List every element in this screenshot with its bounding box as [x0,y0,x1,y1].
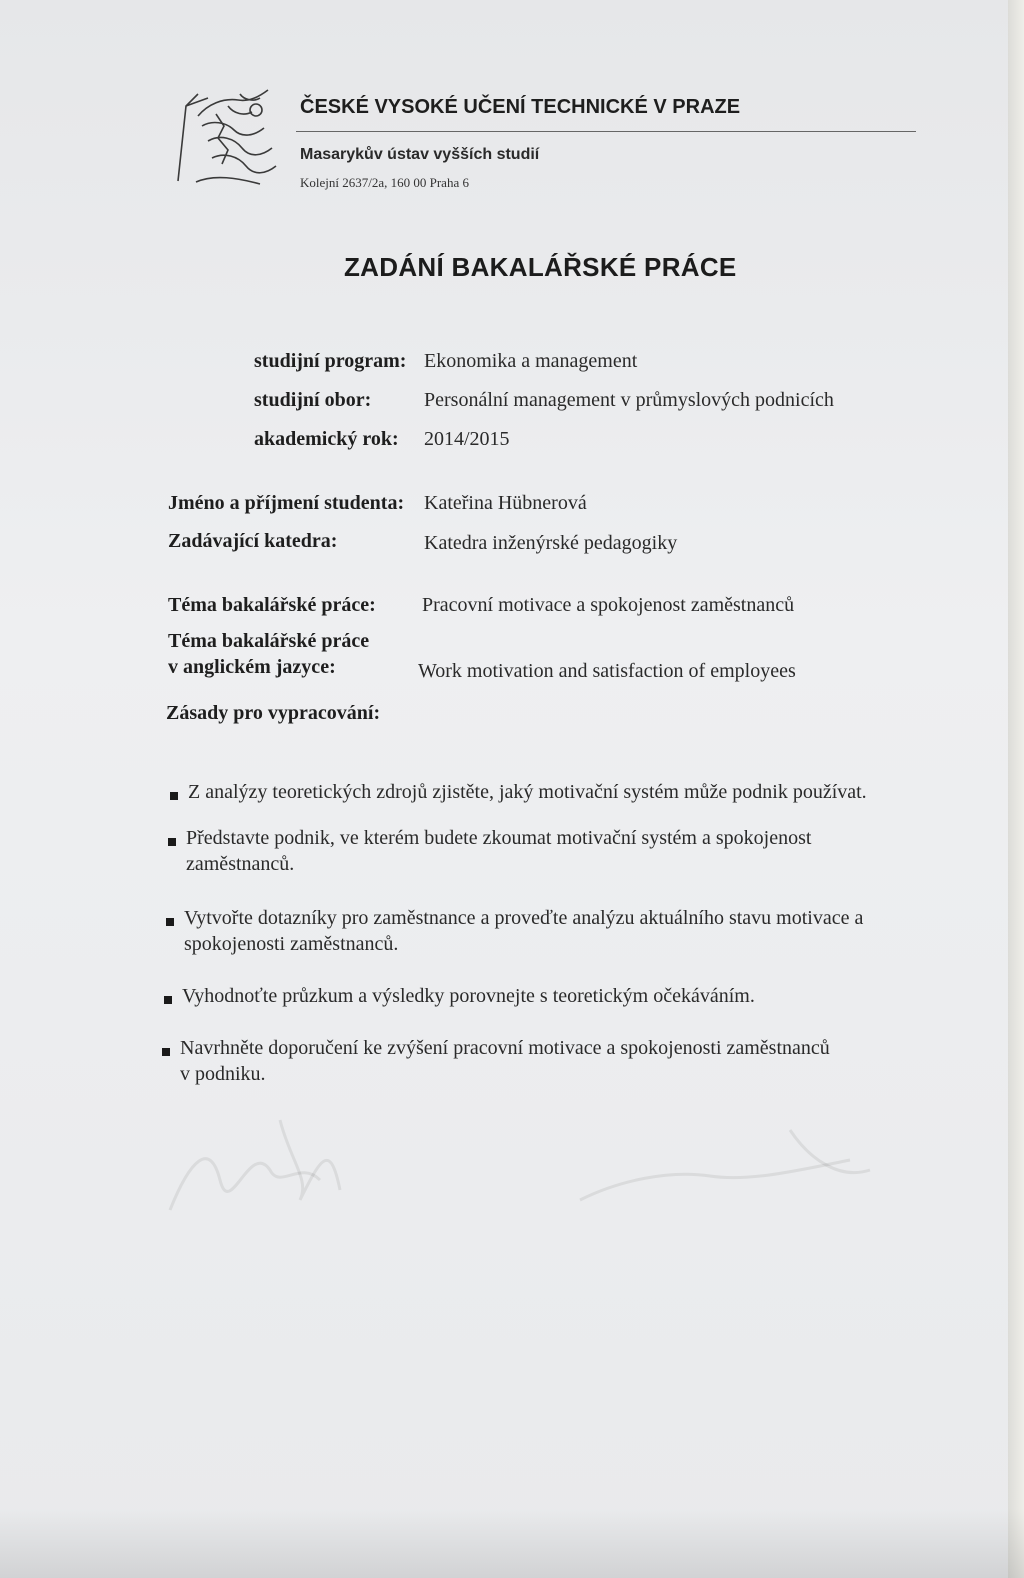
program-label: studijní program: [254,350,407,372]
topic-label: Téma bakalářské práce: [168,594,376,616]
topic-english-label-line2: v anglickém jazyce: [168,656,336,678]
cvut-lion-logo [168,86,286,190]
list-item-text: Z analýzy teoretických zdrojů zjistěte, jaký motivační systém může podnik používat. [188,781,867,803]
bullet-square-icon [162,1048,170,1056]
show-through-marks [150,1100,910,1300]
principles-label: Zásady pro vypracování: [166,702,381,724]
field-label: studijní obor: [254,389,372,411]
department-value: Katedra inženýrské pedagogiky [424,532,678,554]
list-item-text: spokojenosti zaměstnanců. [184,933,399,955]
document-title: ZADÁNÍ BAKALÁŘSKÉ PRÁCE [344,252,737,282]
bullet-square-icon [170,792,178,800]
institute-address: Kolejní 2637/2a, 160 00 Praha 6 [300,175,469,190]
list-item-text: zaměstnanců. [186,853,295,875]
year-label: akademický rok: [254,428,399,450]
list-item-text: Představte podnik, ve kterém budete zkoumat motivační systém a spokojenost [186,827,812,849]
bullet-square-icon [168,838,176,846]
topic-english-label-line1: Téma bakalářské práce [168,630,370,652]
year-value: 2014/2015 [424,428,510,450]
header-rule [296,131,916,132]
page-shadow [0,1508,1024,1578]
topic-english-value: Work motivation and satisfaction of employees [418,660,796,682]
field-value: Personální management v průmyslových podnicích [424,389,834,411]
bullet-square-icon [166,918,174,926]
student-value: Kateřina Hübnerová [424,492,587,514]
list-item-text: v podniku. [180,1063,266,1085]
bullet-square-icon [164,996,172,1004]
institute-name: Masarykův ústav vyšších studií [300,146,540,163]
page-edge [1008,0,1024,1578]
department-label: Zadávající katedra: [168,530,338,552]
program-value: Ekonomika a management [424,350,638,372]
university-name: ČESKÉ VYSOKÉ UČENÍ TECHNICKÉ V PRAZE [300,96,741,118]
topic-value: Pracovní motivace a spokojenost zaměstnanců [422,594,795,616]
list-item-text: Vytvořte dotazníky pro zaměstnance a proveďte analýzu aktuálního stavu motivace a [184,907,864,929]
list-item-text: Vyhodnoťte průzkum a výsledky porovnejte s teoretickým očekáváním. [182,985,755,1007]
list-item-text: Navrhněte doporučení ke zvýšení pracovní motivace a spokojenosti zaměstnanců [180,1037,830,1059]
student-label: Jméno a příjmení studenta: [168,492,405,514]
